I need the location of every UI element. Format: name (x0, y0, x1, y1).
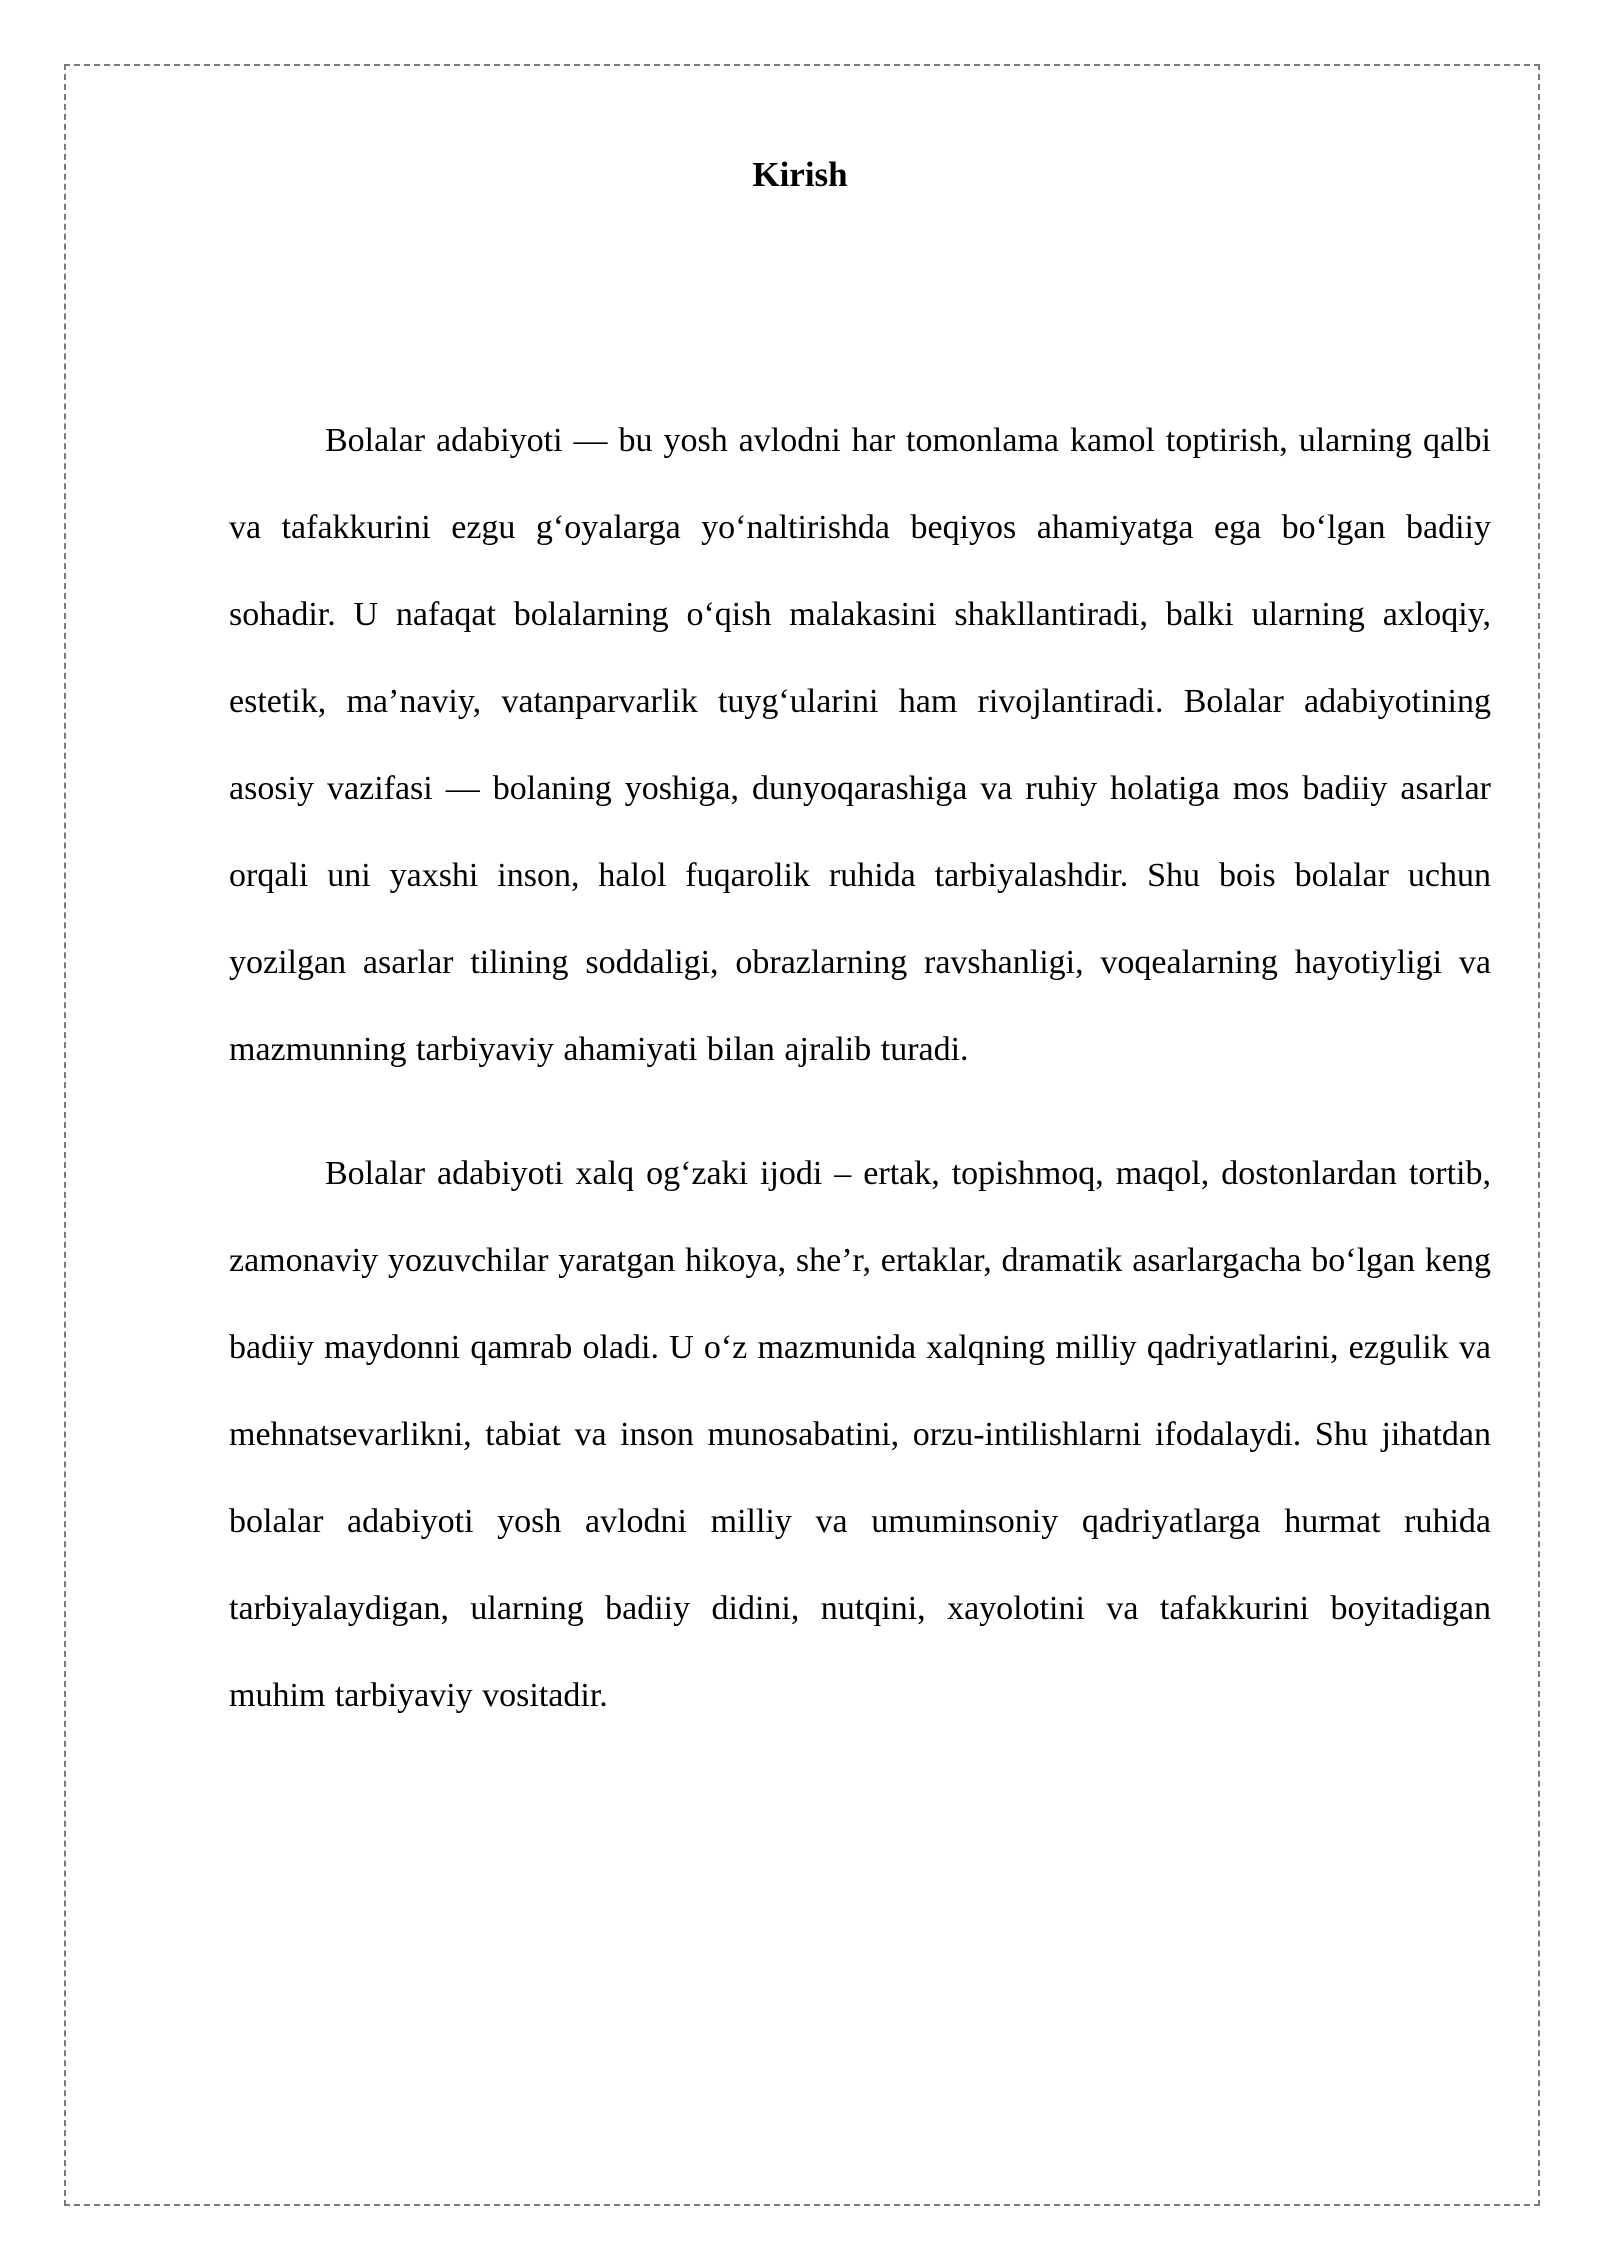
paragraph-2: Bolalar adabiyoti xalq og‘zaki ijodi – ertak, topishmoq, maqol, dostonlardan tortib, zamonaviy yozuvchilar yaratgan hikoya, she’r, ertaklar, dramatik asarlargacha bo‘lgan keng badiiy maydonni qamrab oladi. U o‘z mazmunida xalqning milliy qadriyatlarini, ezgulik va mehnatsevarlikni, tabiat va inson munosabatini, orzu-intilishlarni ifodalaydi. Shu jihatdan bolalar adabiyoti yosh avlodni milliy va umuminsoniy qadriyatlarga hurmat ruhida tarbiyalaydigan, ularning badiiy didini, nutqini, xayolotini va tafakkurini boyitadigan muhim tarbiyaviy vositadir. (229, 1155, 1491, 1714)
document-body (229, 397, 1491, 1739)
paragraph-1: Bolalar adabiyoti — bu yosh avlodni har tomonlama kamol toptirish, ularning qalbi va tafakkurini ezgu g‘oyalarga yo‘naltirishda beqiyos ahamiyatga ega bo‘lgan badiiy sohadir. U nafaqat bolalarning o‘qish malakasini shakllantiradi, balki ularning axloqiy, estetik, ma’naviy, vatanparvarlik tuyg‘ularini ham rivojlantiradi. Bolalar adabiyotining asosiy vazifasi — bolaning yoshiga, dunyoqarashiga va ruhiy holatiga mos badiiy asarlar orqali uni yaxshi inson, halol fuqarolik ruhida tarbiyalashdir. Shu bois bolalar uchun yozilgan asarlar tilining soddaligi, obrazlarning ravshanligi, voqealarning hayotiyligi va mazmunning tarbiyaviy ahamiyati bilan ajralib turadi. (229, 422, 1491, 1068)
page-title: Kirish (752, 155, 848, 194)
